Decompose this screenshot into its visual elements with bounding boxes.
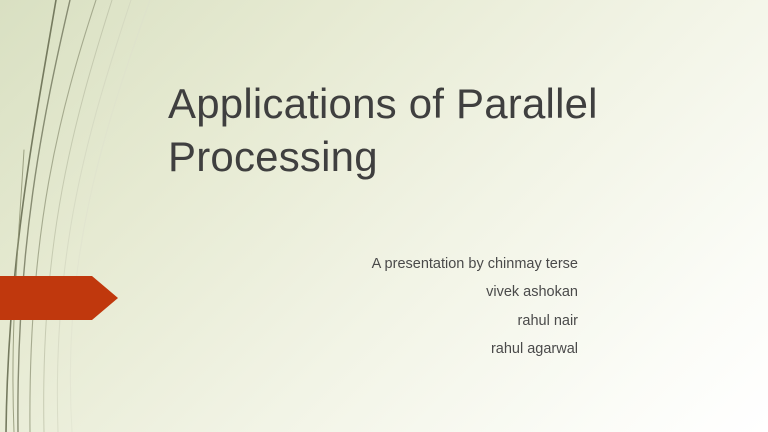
curved-lines-decoration (0, 0, 260, 432)
orange-arrow-band (0, 276, 118, 320)
presenter-line: vivek ashokan (486, 284, 578, 301)
presenters-list (168, 250, 578, 363)
presenter-line: A presentation by chinmay terse (371, 256, 578, 272)
presenter-line: rahul nair (517, 312, 578, 329)
presenter-line: rahul agarwal (490, 340, 578, 357)
slide-title: Applications of Parallel Processing (168, 80, 598, 180)
